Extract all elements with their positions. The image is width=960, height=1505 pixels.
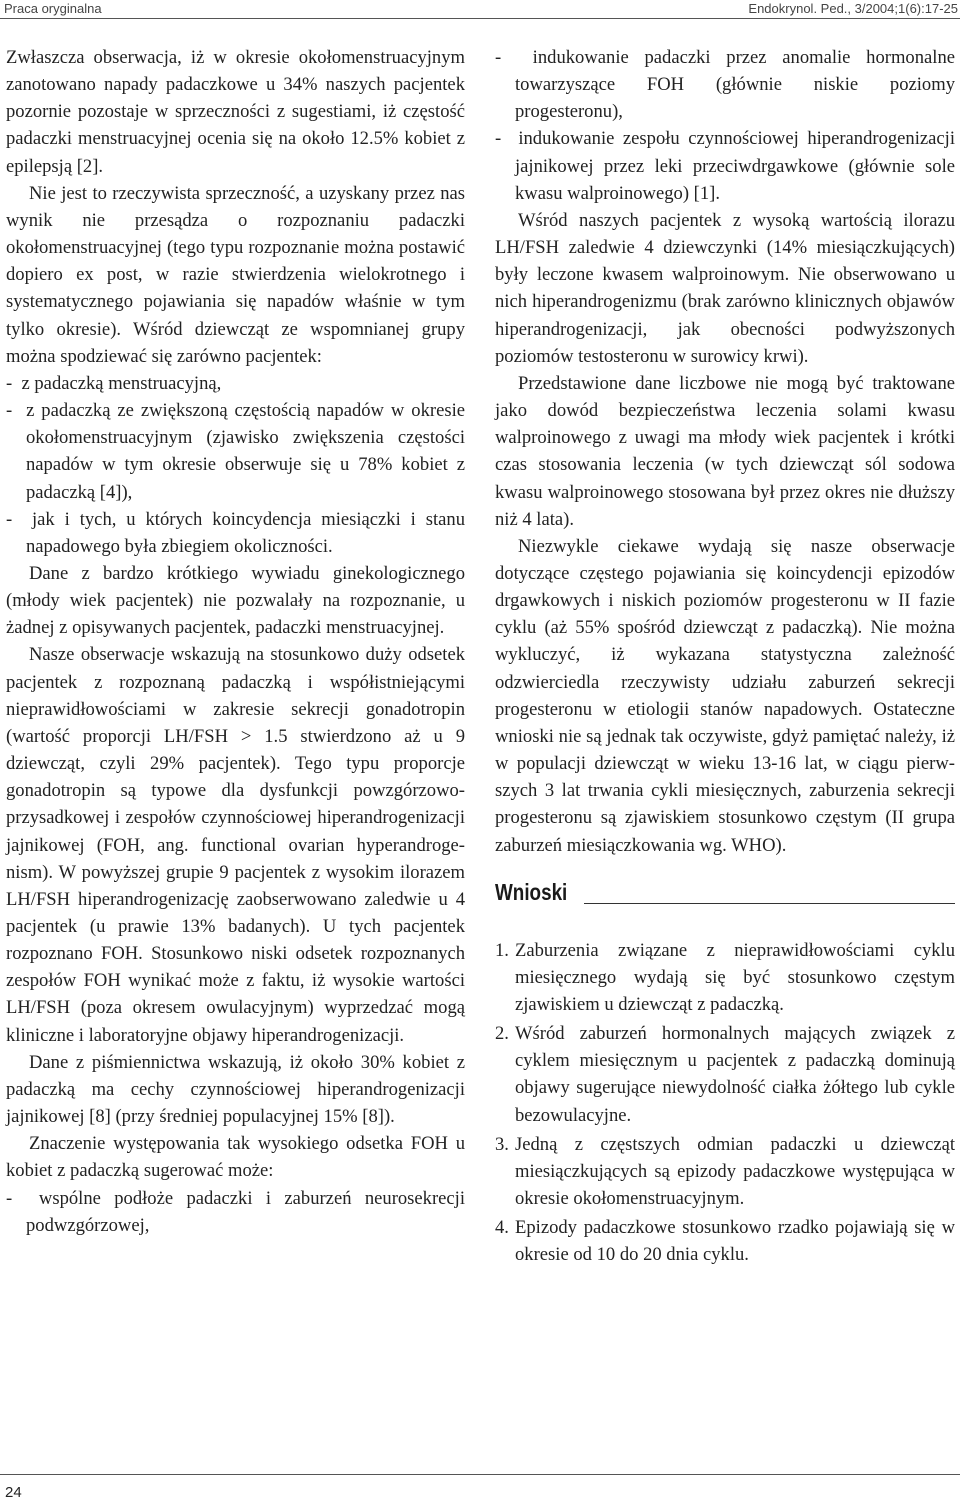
heading-rule: [584, 903, 955, 904]
paragraph: Nie jest to rzeczywista sprzeczność, a uzyskany przez nas wynik nie przesądza o rozpoznaniu padaczki okołomenstruacyjnej (tego typu rozpoznanie można postawić dopiero ex post, w razie stwierdzenia wielokrotnego i systematycznego pojawiania się napadów właśnie w tym tylko okresie). Wśród dziewcząt ze wspomnianej grupy można spodziewać się zarówno pacjentek:: [6, 182, 465, 367]
list-item: - indukowanie zespołu czynnościowej hiperandrogenizacji jajnikowej przez leki przeciwdrgawkowe (głównie sole kwasu walproinowego) [1].: [495, 128, 955, 204]
section-heading: Wnioski: [495, 878, 568, 905]
list-item: - indukowanie padaczki przez anomalie hormonalne towarzyszące FOH (głównie niskie poziomy progesteronu),: [495, 47, 955, 123]
footer-divider: [0, 1474, 960, 1475]
paragraph: Znaczenie występowania tak wysokiego odsetka FOH u kobiet z padaczką sugerować może:: [6, 1133, 465, 1182]
list-item: [495, 1131, 955, 1212]
paragraph: Niezwykle ciekawe wydają się nasze obserwacje dotyczące częstego pojawiania się koincydencji epizodów drgawkowych i niskich poziomów progesteronu w II fazie cyklu (aż 55% spośród dziewcząt z padaczką). Nie można wykluczyć, iż wykazana statystyczna zależność odzwierciedla rzeczywisty udziału zaburzeń sekrecji progesteronu w etiologii stanów napadowych. Ostateczne wnioski nie są jednak tak oczywiste, gdyż pamiętać należy, iż w populacji dziewcząt w wieku 13-16 lat, w ciągu pierwszych 3 lat trwania cykli miesięcznych, zaburzenia sekrecji progesteronu są zjawiskiem stosunkowo częstym (II grupa zaburzeń miesiączkowania wg. WHO).: [495, 535, 955, 856]
article-type-label: Praca oryginalna: [4, 1, 102, 16]
item-number: 1.: [495, 939, 509, 961]
paragraph: Zwłaszcza obserwacja, iż w okresie okołomenstruacyjnym zanotowano napady padaczkowe u 34% naszych pacjentek pozornie pozostaje w sprzeczności z sugestiami, iż częstość padaczki menstruacyjnej ocenia się na około 12.5% kobiet z epilepsją [2].: [6, 47, 465, 177]
item-text: Jedną z częstszych odmian padaczki u dziewcząt miesiączkujących są epizody padaczkowe występująca w okresie okołomenstruacyjnym.: [515, 1133, 955, 1210]
right-column: [495, 44, 955, 1269]
list-item: - wspólne podłoże padaczki i zaburzeń neurosekrecji podwzgórzowej,: [6, 1187, 465, 1236]
list-item: - z padaczką ze zwiększoną częstością napadów w okresie okołomenstruacyjnym (zjawisko zwiększenia częstości napadów w tym okresie obserwuje się u 78% kobiet z padaczką [4]),: [6, 400, 465, 503]
paragraph: Dane z piśmiennictwa wskazują, iż około 30% kobiet z padaczką ma cechy czynnościowej hiperandrogenizacji jajnikowej [8] (przy średniej populacyjnej 15% [8]).: [6, 1051, 465, 1128]
list-item: [495, 937, 955, 1018]
conclusions-list: [495, 937, 955, 1269]
item-text: Zaburzenia związane z nieprawidłowościami cyklu miesięcznego wydają się być stosunkowo częstym zjawiskiem u dziewcząt z padaczką.: [515, 939, 955, 1015]
list-item: - jak i tych, u których koincydencja miesiączki i stanu napadowego była zbiegiem okoliczności.: [6, 508, 465, 557]
item-number: 3.: [495, 1133, 509, 1155]
conclusions-heading-block: [495, 875, 955, 919]
item-number: 2.: [495, 1023, 509, 1045]
page-number: 24: [5, 1484, 22, 1501]
header-divider: [0, 18, 960, 19]
list-item: [495, 1214, 955, 1268]
journal-citation: Endokrynol. Ped., 3/2004;1(6):17-25: [748, 1, 958, 16]
item-number: 4.: [495, 1217, 509, 1239]
list-item: [495, 1020, 955, 1129]
paragraph: Przedstawione dane liczbowe nie mogą być traktowane jako dowód bezpieczeństwa leczenia solami kwasu walproinowego z uwagi ma młody wiek pacjentek i krótki czas stosowania leczenia (w tych dziewcząt sól sodowa kwasu walproinowego stosowana był przez okres nie dłuższy niż 4 lata).: [495, 372, 955, 530]
item-text: Epizody padaczkowe stosunkowo rzadko pojawiają się w okresie od 10 do 20 dnia cyklu.: [515, 1217, 955, 1266]
running-header: [0, 0, 960, 18]
paragraph: Nasze obserwacje wskazują na stosunkowo duży odsetek pacjentek z rozpoznaną padaczką i współistniejącymi nieprawidłowościami w zakresie sekrecji gonadotropin (wartość proporcji LH/FSH > 1.5 stwierdzono aż u 9 dziewcząt, czyli 29% pacjentek). Tego typu proporcje gonadotropin są typowe dla dysfunkcji powzgórzowo-przysadkowej i zespołów czynnościowej hiperandrogenizacji jajnikowej (FOH, ang. functional ovarian hyperandrogenism). W powyższej grupie 9 pacjentek z wysokim ilorazem LH/FSH hiperandrogenizację zaobserwowano zaledwie u 4 pacjentek (u prawie 13% badanych). U tych pacjentek rozpoznano FOH. Stosunkowo niski odsetek rozpoznanych zespołów FOH wynikać może z faktu, iż wysokie wartości LH/FSH (poza okresem owulacyjnym) wyprzedzać mogą kliniczne i laboratoryjne objawy hiperandrogenizacji.: [6, 644, 465, 1046]
list-item: - z padaczką menstruacyjną,: [6, 372, 222, 394]
paragraph: Wśród naszych pacjentek z wysoką wartością ilorazu LH/FSH zaledwie 4 dziewczynki (14% miesiączkujących) były leczone kwasem walproinowym. Nie obserwowano u nich hiperandrogenizmu (brak zarówno klinicznych objawów hiperandrogenizacji, jak obecności podwyższonych poziomów testosteronu w surowicy krwi).: [495, 209, 955, 367]
item-text: Wśród zaburzeń hormonalnych mających związek z cyklem miesięcznym u pacjentek z padaczką dominują objawy sugerujące niewydolność ciałka żółtego lub cykle bezowulacyjne.: [515, 1023, 955, 1126]
left-column: [6, 44, 465, 1239]
paragraph: Dane z bardzo krótkiego wywiadu ginekologicznego (młody wiek pacjentek) nie pozwalały na rozpoznanie, u żadnej z opisywanych pacjentek, padaczki menstruacyjnej.: [6, 562, 465, 639]
